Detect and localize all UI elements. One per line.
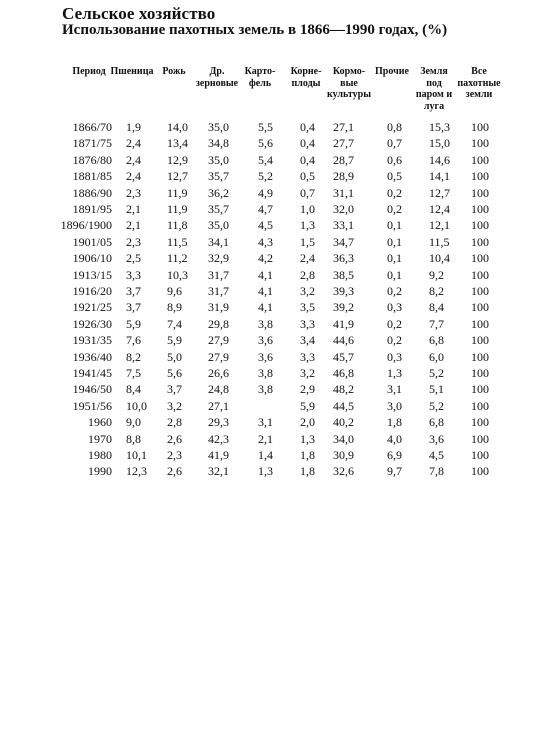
table-cell: 10,3 xyxy=(167,267,188,282)
table-cell: 100 xyxy=(471,284,489,298)
table-cell: 100 xyxy=(471,218,489,233)
table-cell: 3,3 xyxy=(300,316,315,331)
table-cell: 30,9 xyxy=(333,448,354,462)
column-header-line: Пшеница xyxy=(110,66,154,77)
table-cell: 41,9 xyxy=(333,316,354,331)
table-cell: 0,7 xyxy=(300,185,315,200)
table-cell: 100 xyxy=(471,169,489,184)
table-cell: 100 xyxy=(471,464,489,479)
table-cell: 2,1 xyxy=(126,218,141,233)
column-header-line: под xyxy=(426,77,442,89)
column-header-line: фель xyxy=(248,77,272,89)
table-cell: 27,1 xyxy=(208,398,229,413)
table-cell: 29,8 xyxy=(208,316,229,331)
table-cell: 100 xyxy=(471,382,489,397)
table-row-period: 1901/05 xyxy=(72,234,112,249)
table-cell: 31,7 xyxy=(208,267,229,282)
column-header-line: Все xyxy=(471,66,487,77)
table-cell: 7,7 xyxy=(429,316,444,331)
table-cell: 36,3 xyxy=(333,251,354,266)
table-row-period: 1866/70 xyxy=(72,120,112,134)
column-header xyxy=(411,66,457,112)
table-cell: 14,6 xyxy=(429,152,450,167)
table-cell: 9,7 xyxy=(387,464,402,479)
table-row-period: 1916/20 xyxy=(72,284,112,298)
table-cell: 2,8 xyxy=(167,415,182,430)
table-row-period: 1876/80 xyxy=(72,152,112,167)
table-cell: 100 xyxy=(471,267,489,282)
table-cell: 12,3 xyxy=(126,464,147,479)
table-cell: 5,9 xyxy=(300,398,315,413)
table-row-period: 1913/15 xyxy=(72,267,112,282)
table-cell: 39,2 xyxy=(333,300,354,315)
table-cell: 3,2 xyxy=(167,398,182,413)
table-cell: 100 xyxy=(471,185,489,200)
table-row-period: 1886/90 xyxy=(72,185,112,200)
table-cell: 7,6 xyxy=(126,333,141,348)
table-cell: 11,8 xyxy=(167,218,188,233)
column-header xyxy=(157,66,191,78)
table-cell: 1,0 xyxy=(300,202,315,216)
table-row-period: 1960 xyxy=(88,415,112,430)
table-cell: 3,3 xyxy=(300,349,315,364)
table-cell: 3,5 xyxy=(300,300,315,315)
table-cell: 0,2 xyxy=(387,202,402,216)
table-cell: 100 xyxy=(471,333,489,348)
table-cell: 13,4 xyxy=(167,136,188,151)
table-cell: 0,6 xyxy=(387,152,402,167)
table-cell: 39,3 xyxy=(333,284,354,298)
table-cell: 0,2 xyxy=(387,185,402,200)
table-cell: 100 xyxy=(471,120,489,134)
table-cell: 44,6 xyxy=(333,333,354,348)
table-cell: 100 xyxy=(471,202,489,216)
table-cell: 4,5 xyxy=(429,448,444,462)
table-row-period: 1896/1900 xyxy=(60,218,112,233)
table-cell: 0,2 xyxy=(387,333,402,348)
table-row-period: 1871/75 xyxy=(72,136,112,151)
table-cell: 100 xyxy=(471,398,489,413)
table-cell: 9,2 xyxy=(429,267,444,282)
table-cell: 35,0 xyxy=(208,120,229,134)
table-cell: 5,9 xyxy=(167,333,182,348)
column-header xyxy=(109,66,155,78)
column-header-line: пахотные xyxy=(457,77,501,89)
table-row-period: 1970 xyxy=(88,431,112,446)
table-cell: 9,6 xyxy=(167,284,182,298)
table-cell: 3,1 xyxy=(258,415,273,430)
column-header-line: Период xyxy=(72,66,106,77)
table-cell: 4,9 xyxy=(258,185,273,200)
column-header-line: культуры xyxy=(326,89,372,100)
table-cell: 35,0 xyxy=(208,218,229,233)
table-cell: 2,8 xyxy=(300,267,315,282)
table-cell: 40,2 xyxy=(333,415,354,430)
table-cell: 34,0 xyxy=(333,431,354,446)
column-header xyxy=(324,66,374,101)
column-header-line: Рожь xyxy=(162,66,186,77)
table-cell: 0,7 xyxy=(387,136,402,151)
table-cell: 5,2 xyxy=(429,398,444,413)
table-cell: 0,5 xyxy=(387,169,402,184)
table-cell: 0,1 xyxy=(387,218,402,233)
table-row-period: 1931/35 xyxy=(72,333,112,348)
table-cell: 27,1 xyxy=(333,120,354,134)
table-cell: 14,0 xyxy=(167,120,188,134)
table-cell: 2,5 xyxy=(126,251,141,266)
table-row-period: 1980 xyxy=(88,448,112,462)
table-cell: 5,6 xyxy=(167,366,182,380)
table-cell: 1,3 xyxy=(300,431,315,446)
table-cell: 3,0 xyxy=(387,398,402,413)
table-cell: 100 xyxy=(471,316,489,331)
table-cell: 36,2 xyxy=(208,185,229,200)
table-cell: 0,1 xyxy=(387,267,402,282)
table-cell: 5,1 xyxy=(429,382,444,397)
column-header-line: зерновые xyxy=(195,77,239,89)
table-cell: 0,2 xyxy=(387,316,402,331)
table-cell: 11,9 xyxy=(167,202,188,216)
table-cell: 31,7 xyxy=(208,284,229,298)
table-cell: 10,4 xyxy=(429,251,450,266)
table-cell: 100 xyxy=(471,234,489,249)
table-cell: 0,8 xyxy=(387,120,402,134)
table-cell: 3,1 xyxy=(387,382,402,397)
table-cell: 3,7 xyxy=(126,284,141,298)
table-cell: 1,9 xyxy=(126,120,141,134)
table-cell: 2,9 xyxy=(300,382,315,397)
column-header xyxy=(456,66,502,101)
table-cell: 15,3 xyxy=(429,120,450,134)
column-header-line: Корне- xyxy=(290,66,322,77)
table-cell: 1,5 xyxy=(300,234,315,249)
table-cell: 9,0 xyxy=(126,415,141,430)
table-cell: 100 xyxy=(471,431,489,446)
table-cell: 6,9 xyxy=(387,448,402,462)
table-row-period: 1941/45 xyxy=(72,366,112,380)
column-header-line: Земля xyxy=(420,66,448,77)
table-row-period: 1946/50 xyxy=(72,382,112,397)
table-cell: 5,9 xyxy=(126,316,141,331)
table-cell: 8,9 xyxy=(167,300,182,315)
table-cell: 0,4 xyxy=(300,136,315,151)
table-cell: 100 xyxy=(471,136,489,151)
column-header-line: паром и xyxy=(415,89,453,100)
table-cell: 0,3 xyxy=(387,300,402,315)
table-cell: 4,1 xyxy=(258,267,273,282)
table-cell: 27,9 xyxy=(208,349,229,364)
table-cell: 5,6 xyxy=(258,136,273,151)
table-cell: 2,3 xyxy=(126,185,141,200)
table-cell: 3,2 xyxy=(300,366,315,380)
column-header-line: земли xyxy=(465,89,493,100)
table-cell: 10,1 xyxy=(126,448,147,462)
table-cell: 3,8 xyxy=(258,316,273,331)
table-cell: 46,8 xyxy=(333,366,354,380)
table-row-period: 1951/56 xyxy=(72,398,112,413)
column-header-line: Др. xyxy=(209,66,225,77)
table-cell: 4,7 xyxy=(258,202,273,216)
table-cell: 7,5 xyxy=(126,366,141,380)
column-header-line: Карто- xyxy=(244,66,276,77)
table-cell: 12,7 xyxy=(167,169,188,184)
table-cell: 35,0 xyxy=(208,152,229,167)
table-cell: 8,8 xyxy=(126,431,141,446)
table-cell: 2,1 xyxy=(126,202,141,216)
table-cell: 4,1 xyxy=(258,284,273,298)
table-cell: 2,6 xyxy=(167,431,182,446)
table-cell: 41,9 xyxy=(208,448,229,462)
table-row-period: 1990 xyxy=(88,464,112,479)
table-cell: 1,8 xyxy=(387,415,402,430)
table-cell: 8,4 xyxy=(126,382,141,397)
table-cell: 100 xyxy=(471,251,489,266)
table-cell: 5,2 xyxy=(258,169,273,184)
table-cell: 31,9 xyxy=(208,300,229,315)
table-cell: 1,3 xyxy=(258,464,273,479)
table-cell: 44,5 xyxy=(333,398,354,413)
table-cell: 2,3 xyxy=(126,234,141,249)
table-cell: 34,8 xyxy=(208,136,229,151)
table-cell: 3,8 xyxy=(258,382,273,397)
table-cell: 0,4 xyxy=(300,152,315,167)
table-cell: 38,5 xyxy=(333,267,354,282)
table-cell: 42,3 xyxy=(208,431,229,446)
table-cell: 12,9 xyxy=(167,152,188,167)
column-header-line: вые xyxy=(340,77,358,89)
table-cell: 3,7 xyxy=(167,382,182,397)
table-cell: 4,2 xyxy=(258,251,273,266)
table-cell: 5,5 xyxy=(258,120,273,134)
table-cell: 32,9 xyxy=(208,251,229,266)
column-header xyxy=(240,66,280,89)
table-cell: 5,4 xyxy=(258,152,273,167)
table-cell: 0,2 xyxy=(387,284,402,298)
table-cell: 2,0 xyxy=(300,415,315,430)
table-cell: 2,4 xyxy=(126,169,141,184)
table-cell: 2,4 xyxy=(126,136,141,151)
table-cell: 3,6 xyxy=(258,349,273,364)
table-cell: 5,0 xyxy=(167,349,182,364)
table-cell: 34,1 xyxy=(208,234,229,249)
table-cell: 27,9 xyxy=(208,333,229,348)
table-cell: 28,7 xyxy=(333,152,354,167)
table-cell: 11,2 xyxy=(167,251,188,266)
column-header xyxy=(195,66,239,89)
table-cell: 45,7 xyxy=(333,349,354,364)
table-cell: 31,1 xyxy=(333,185,354,200)
table-cell: 10,0 xyxy=(126,398,147,413)
table-cell: 6,8 xyxy=(429,415,444,430)
table-cell: 28,9 xyxy=(333,169,354,184)
column-header xyxy=(372,66,412,78)
page-title: Сельское хозяйство xyxy=(62,4,216,23)
table-cell: 1,4 xyxy=(258,448,273,462)
table-cell: 1,3 xyxy=(387,366,402,380)
table-cell: 0,5 xyxy=(300,169,315,184)
table-cell: 0,3 xyxy=(387,349,402,364)
table-cell: 7,4 xyxy=(167,316,182,331)
table-cell: 1,8 xyxy=(300,448,315,462)
table-cell: 2,4 xyxy=(300,251,315,266)
table-cell: 34,7 xyxy=(333,234,354,249)
table-cell: 6,8 xyxy=(429,333,444,348)
column-header-line: Прочие xyxy=(375,66,409,77)
table-cell: 3,7 xyxy=(126,300,141,315)
table-cell: 4,0 xyxy=(387,431,402,446)
column-header-line: луга xyxy=(423,100,445,112)
table-cell: 12,7 xyxy=(429,185,450,200)
table-row-period: 1881/85 xyxy=(72,169,112,184)
table-cell: 4,1 xyxy=(258,300,273,315)
table-cell: 32,6 xyxy=(333,464,354,479)
table-cell: 3,8 xyxy=(258,366,273,380)
table-cell: 8,2 xyxy=(429,284,444,298)
table-row-period: 1891/95 xyxy=(72,202,112,216)
table-cell: 100 xyxy=(471,448,489,462)
table-cell: 100 xyxy=(471,415,489,430)
table-row-period: 1926/30 xyxy=(72,316,112,331)
table-cell: 33,1 xyxy=(333,218,354,233)
table-cell: 3,2 xyxy=(300,284,315,298)
table-cell: 1,8 xyxy=(300,464,315,479)
table-cell: 4,5 xyxy=(258,218,273,233)
table-cell: 11,5 xyxy=(167,234,188,249)
table-cell: 14,1 xyxy=(429,169,450,184)
table-row-period: 1921/25 xyxy=(72,300,112,315)
table-cell: 2,3 xyxy=(167,448,182,462)
table-cell: 100 xyxy=(471,349,489,364)
column-header xyxy=(64,66,114,78)
column-header-line: Кормо- xyxy=(332,66,366,77)
table-cell: 8,4 xyxy=(429,300,444,315)
table-cell: 100 xyxy=(471,366,489,380)
column-header xyxy=(286,66,326,89)
table-cell: 48,2 xyxy=(333,382,354,397)
table-row-period: 1906/10 xyxy=(72,251,112,266)
table-cell: 2,4 xyxy=(126,152,141,167)
table-cell: 1,3 xyxy=(300,218,315,233)
table-cell: 2,1 xyxy=(258,431,273,446)
table-row-period: 1936/40 xyxy=(72,349,112,364)
table-cell: 3,6 xyxy=(429,431,444,446)
table-cell: 12,1 xyxy=(429,218,450,233)
table-cell: 3,6 xyxy=(258,333,273,348)
table-cell: 6,0 xyxy=(429,349,444,364)
table-cell: 3,4 xyxy=(300,333,315,348)
table-cell: 0,4 xyxy=(300,120,315,134)
table-cell: 11,5 xyxy=(429,234,450,249)
table-cell: 5,2 xyxy=(429,366,444,380)
table-cell: 7,8 xyxy=(429,464,444,479)
table-cell: 32,1 xyxy=(208,464,229,479)
column-header-line: плоды xyxy=(291,77,321,89)
table-cell: 32,0 xyxy=(333,202,354,216)
table-cell: 100 xyxy=(471,152,489,167)
table-cell: 29,3 xyxy=(208,415,229,430)
table-cell: 12,4 xyxy=(429,202,450,216)
table-cell: 35,7 xyxy=(208,169,229,184)
table-cell: 27,7 xyxy=(333,136,354,151)
table-cell: 26,6 xyxy=(208,366,229,380)
table-cell: 0,1 xyxy=(387,251,402,266)
table-cell: 24,8 xyxy=(208,382,229,397)
table-cell: 100 xyxy=(471,300,489,315)
table-cell: 11,9 xyxy=(167,185,188,200)
table-cell: 15,0 xyxy=(429,136,450,151)
table-cell: 3,3 xyxy=(126,267,141,282)
table-cell: 4,3 xyxy=(258,234,273,249)
table-cell: 8,2 xyxy=(126,349,141,364)
table-cell: 0,1 xyxy=(387,234,402,249)
table-cell: 35,7 xyxy=(208,202,229,216)
table-cell: 2,6 xyxy=(167,464,182,479)
page-subtitle: Использование пахотных земель в 1866—1990 годах, (%) xyxy=(62,22,448,38)
